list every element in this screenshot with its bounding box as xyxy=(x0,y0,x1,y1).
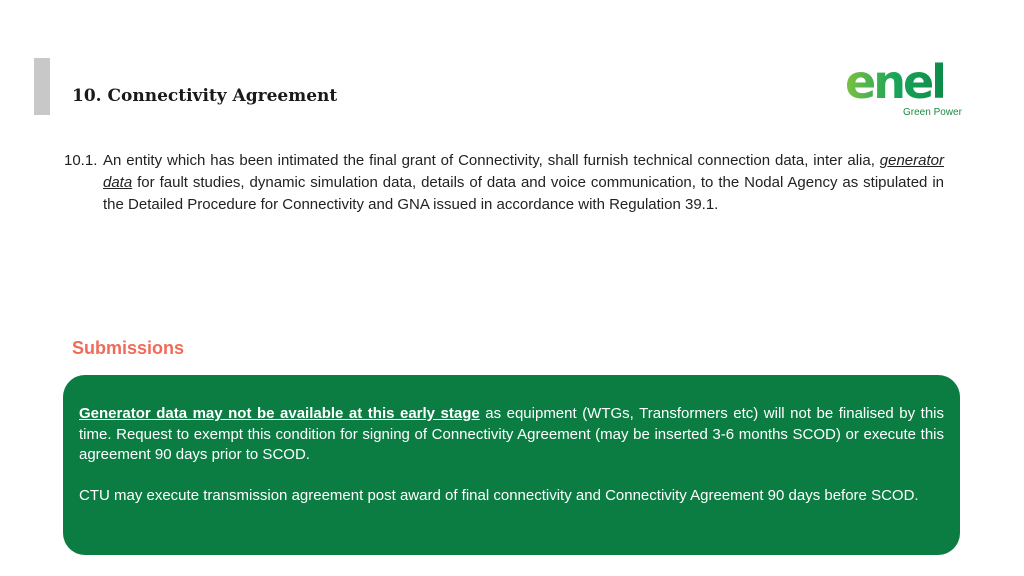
submissions-text xyxy=(79,404,944,507)
logo-subtitle: Green Power xyxy=(903,107,962,118)
submission-1-rest: as equipment (WTGs, Transformers etc) will not be finalised by this time. Request to exempt this condition for signing of Connectivity Agreement (may be inserted 3-6 months SCOD) or execute this agreement 90 days prior to SCOD. xyxy=(79,405,944,463)
clause-emphasis: generator data xyxy=(103,152,944,191)
clause-number: 10.1. xyxy=(64,152,98,169)
clause-10-1 xyxy=(64,150,944,216)
clause-text-part1: An entity which has been intimated the final grant of Connectivity, shall furnish technical connection data, inter alia, xyxy=(103,152,880,169)
page-title: 10. Connectivity Agreement xyxy=(72,86,338,106)
submission-paragraph-2: CTU may execute transmission agreement post award of final connectivity and Connectivity Agreement 90 days before SCOD. xyxy=(79,487,919,504)
clause-text-part2: for fault studies, dynamic simulation data, details of data and voice communication, to the Nodal Agency as stipulated in the Detailed Procedure for Connectivity and GNA issued in accordance with Regulation 39.1. xyxy=(103,174,944,213)
logo-wordmark: enel xyxy=(845,55,944,109)
title-accent-bar xyxy=(34,58,50,115)
clause-body xyxy=(103,150,944,216)
submissions-heading: Submissions xyxy=(72,338,185,358)
submission-paragraph-1 xyxy=(79,404,944,466)
submission-1-emphasis: Generator data may not be available at this early stage xyxy=(79,405,480,422)
